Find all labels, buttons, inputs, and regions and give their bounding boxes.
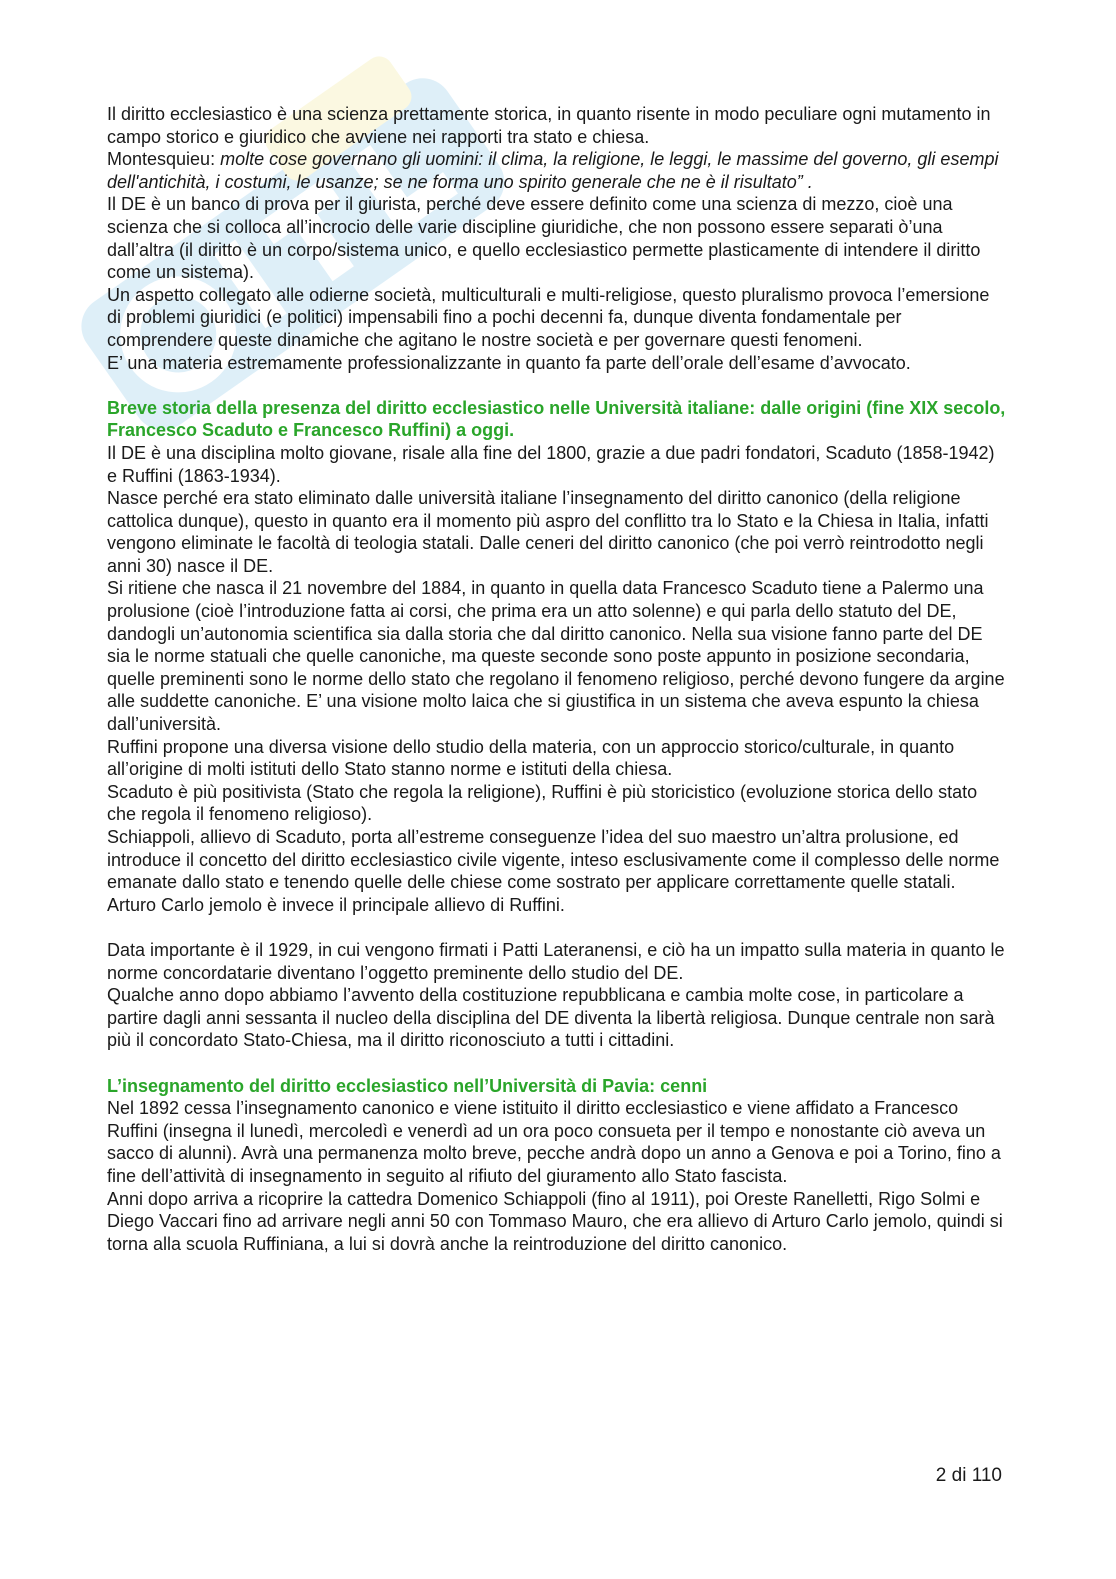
paragraph-nasce: Nasce perché era stato eliminato dalle università italiane l’insegnamento del diritto canonico (della religione cattolica dunque), questo in quanto era il momento più aspro del conflitto tra lo Stato e la Chiesa in Italia, infatti vengono eliminate le facoltà di teologia statali. Dalle ceneri del diritto canonico (che poi verrò reintrodotto negli anni 30) nasce il DE. xyxy=(107,488,989,576)
paragraph-disciplina-giovane: Il DE è una disciplina molto giovane, risale alla fine del 1800, grazie a due padri fondatori, Scaduto (1858-1942) e Ruffini (1863-1934). xyxy=(107,442,995,486)
paragraph-intro: Il diritto ecclesiastico è una scienza prettamente storica, in quanto risente in modo peculiare ogni mutamento in campo storico e giuridico che avviene nei rapporti tra stato e chiesa. xyxy=(107,104,991,147)
montesquieu-label: Montesquieu: xyxy=(107,149,221,170)
page-number: 2 di 110 xyxy=(935,1465,1002,1486)
paragraph-costituzione: Qualche anno dopo abbiamo l’avvento della costituzione repubblicana e cambia molte cose, in particolare a partire dagli anni sessanta il nucleo della disciplina del DE diventa la libertà religiosa. Dunque centrale non sarà più il concordato Stato-Chiesa, ma il diritto riconosciuto a tutti i cittadini. xyxy=(107,985,995,1051)
paragraph-pavia-1892: Nel 1892 cessa l’insegnamento canonico e viene istituito il diritto ecclesiastico e viene affidato a Francesco Ruffini (insegna il lunedì, mercoledì e venerdì ad un ora poco consueta per il tempo e nonostante ciò aveva un sacco di alunni). Avrà una permanenza molto breve, pecche andrà dopo un anno a Genova e poi a Torino, fino a fine dell’attività di insegnamento in seguito al rifiuto del giuramento allo Stato fascista. xyxy=(107,1098,1001,1186)
document-body xyxy=(107,103,1007,1255)
paragraph-schiappoli: Schiappoli, allievo di Scaduto, porta all’estreme conseguenze l’idea del suo maestro un’altra prolusione, ed introduce il concetto del diritto ecclesiastico civile vigente, inteso esclusivamente come il complesso delle norme emanate dallo stato e tenendo quelle delle chiese come sostrato per applicare correttamente quelle statali. xyxy=(107,827,1000,893)
paragraph-professionalizzante: E’ una materia estremamente professionalizzante in quanto fa parte dell’orale dell’esame d’avvocato. xyxy=(107,352,911,373)
spacer xyxy=(107,1052,1007,1075)
paragraph-banco-di-prova: Il DE è un banco di prova per il giurista, perché deve essere definito come una scienza di mezzo, cioè una scienza che si colloca all’incrocio delle varie discipline giuridiche, che non possono essere separati ò’una dall’altra (il diritto è un corpo/sistema unico, e quello ecclesiastico permette plasticamente di intendere il diritto come un sistema). xyxy=(107,194,981,283)
paragraph-scaduto-ruffini: Scaduto è più positivista (Stato che regola la religione), Ruffini è più storicistico (evoluzione storica dello stato che regola il fenomeno religioso). xyxy=(107,781,978,825)
paragraph-ruffini: Ruffini propone una diversa visione dello studio della materia, con un approccio storico/culturale, in quanto all’origine di molti istituti dello Stato stanno norme e istituti della chiesa. xyxy=(107,736,955,780)
paragraph-pluralismo: Un aspetto collegato alle odierne società, multiculturali e multi-religiose, questo pluralismo provoca l’emersione di problemi giuridici (e politici) impensabili fino a pochi decenni fa, dunque diventa fondamentale per comprendere queste dinamiche che agitano le nostre società e per governare questi fenomeni. xyxy=(107,284,990,350)
spacer xyxy=(107,374,1007,397)
paragraph-montesquieu xyxy=(107,148,1007,193)
section-title-breve-storia: Breve storia della presenza del diritto ecclesiastico nelle Università italiane: dalle origini (fine XIX secolo, Francesco Scaduto e Francesco Ruffini) a oggi. xyxy=(107,397,1006,441)
paragraph-pavia-cattedra: Anni dopo arriva a ricoprire la cattedra Domenico Schiappoli (fino al 1911), poi Oreste Ranelletti, Rigo Solmi e Diego Vaccari fino ad arrivare negli anni 50 con Tommaso Mauro, che era allievo di Arturo Carlo jemolo, quindi si torna alla scuola Ruffiniana, a lui si dovrà anche la reintroduzione del diritto canonico. xyxy=(107,1188,1003,1254)
montesquieu-quote: molte cose governano gli uomini: il clima, la religione, le leggi, le massime del governo, gli esempi dell'antichità, i costumi, le usanze; se ne forma uno spirito generale che ne è il risultato” . xyxy=(107,149,999,192)
paragraph-jemolo: Arturo Carlo jemolo è invece il principale allievo di Ruffini. xyxy=(107,894,565,915)
spacer xyxy=(107,916,1007,939)
section-title-pavia: L’insegnamento del diritto ecclesiastico nell’Università di Pavia: cenni xyxy=(107,1075,708,1096)
paragraph-patti-lateranensi: Data importante è il 1929, in cui vengono firmati i Patti Lateranensi, e ciò ha un impatto sulla materia in quanto le norme concordatarie diventano l’oggetto preminente dello studio del DE. xyxy=(107,939,1005,983)
paragraph-prolusione-scaduto: Si ritiene che nasca il 21 novembre del 1884, in quanto in quella data Francesco Scaduto tiene a Palermo una prolusione (cioè l’introduzione fatta ai corsi, che prima era un atto solenne) e qui parla dello statuto del DE, dandogli un’autonomia scientifica sia dalla storia che dal diritto canonico. Nella sua visione fanno parte del DE sia le norme statuali che quelle canoniche, ma queste seconde sono poste appunto in posizione secondaria, quelle preminenti sono le norme dello stato che regolano il fenomeno religioso, perché devono fungere da argine alle suddette canoniche. E’ una visione molto laica che si giustifica in un sistema che aveva espunto la chiesa dall’università. xyxy=(107,578,1005,735)
